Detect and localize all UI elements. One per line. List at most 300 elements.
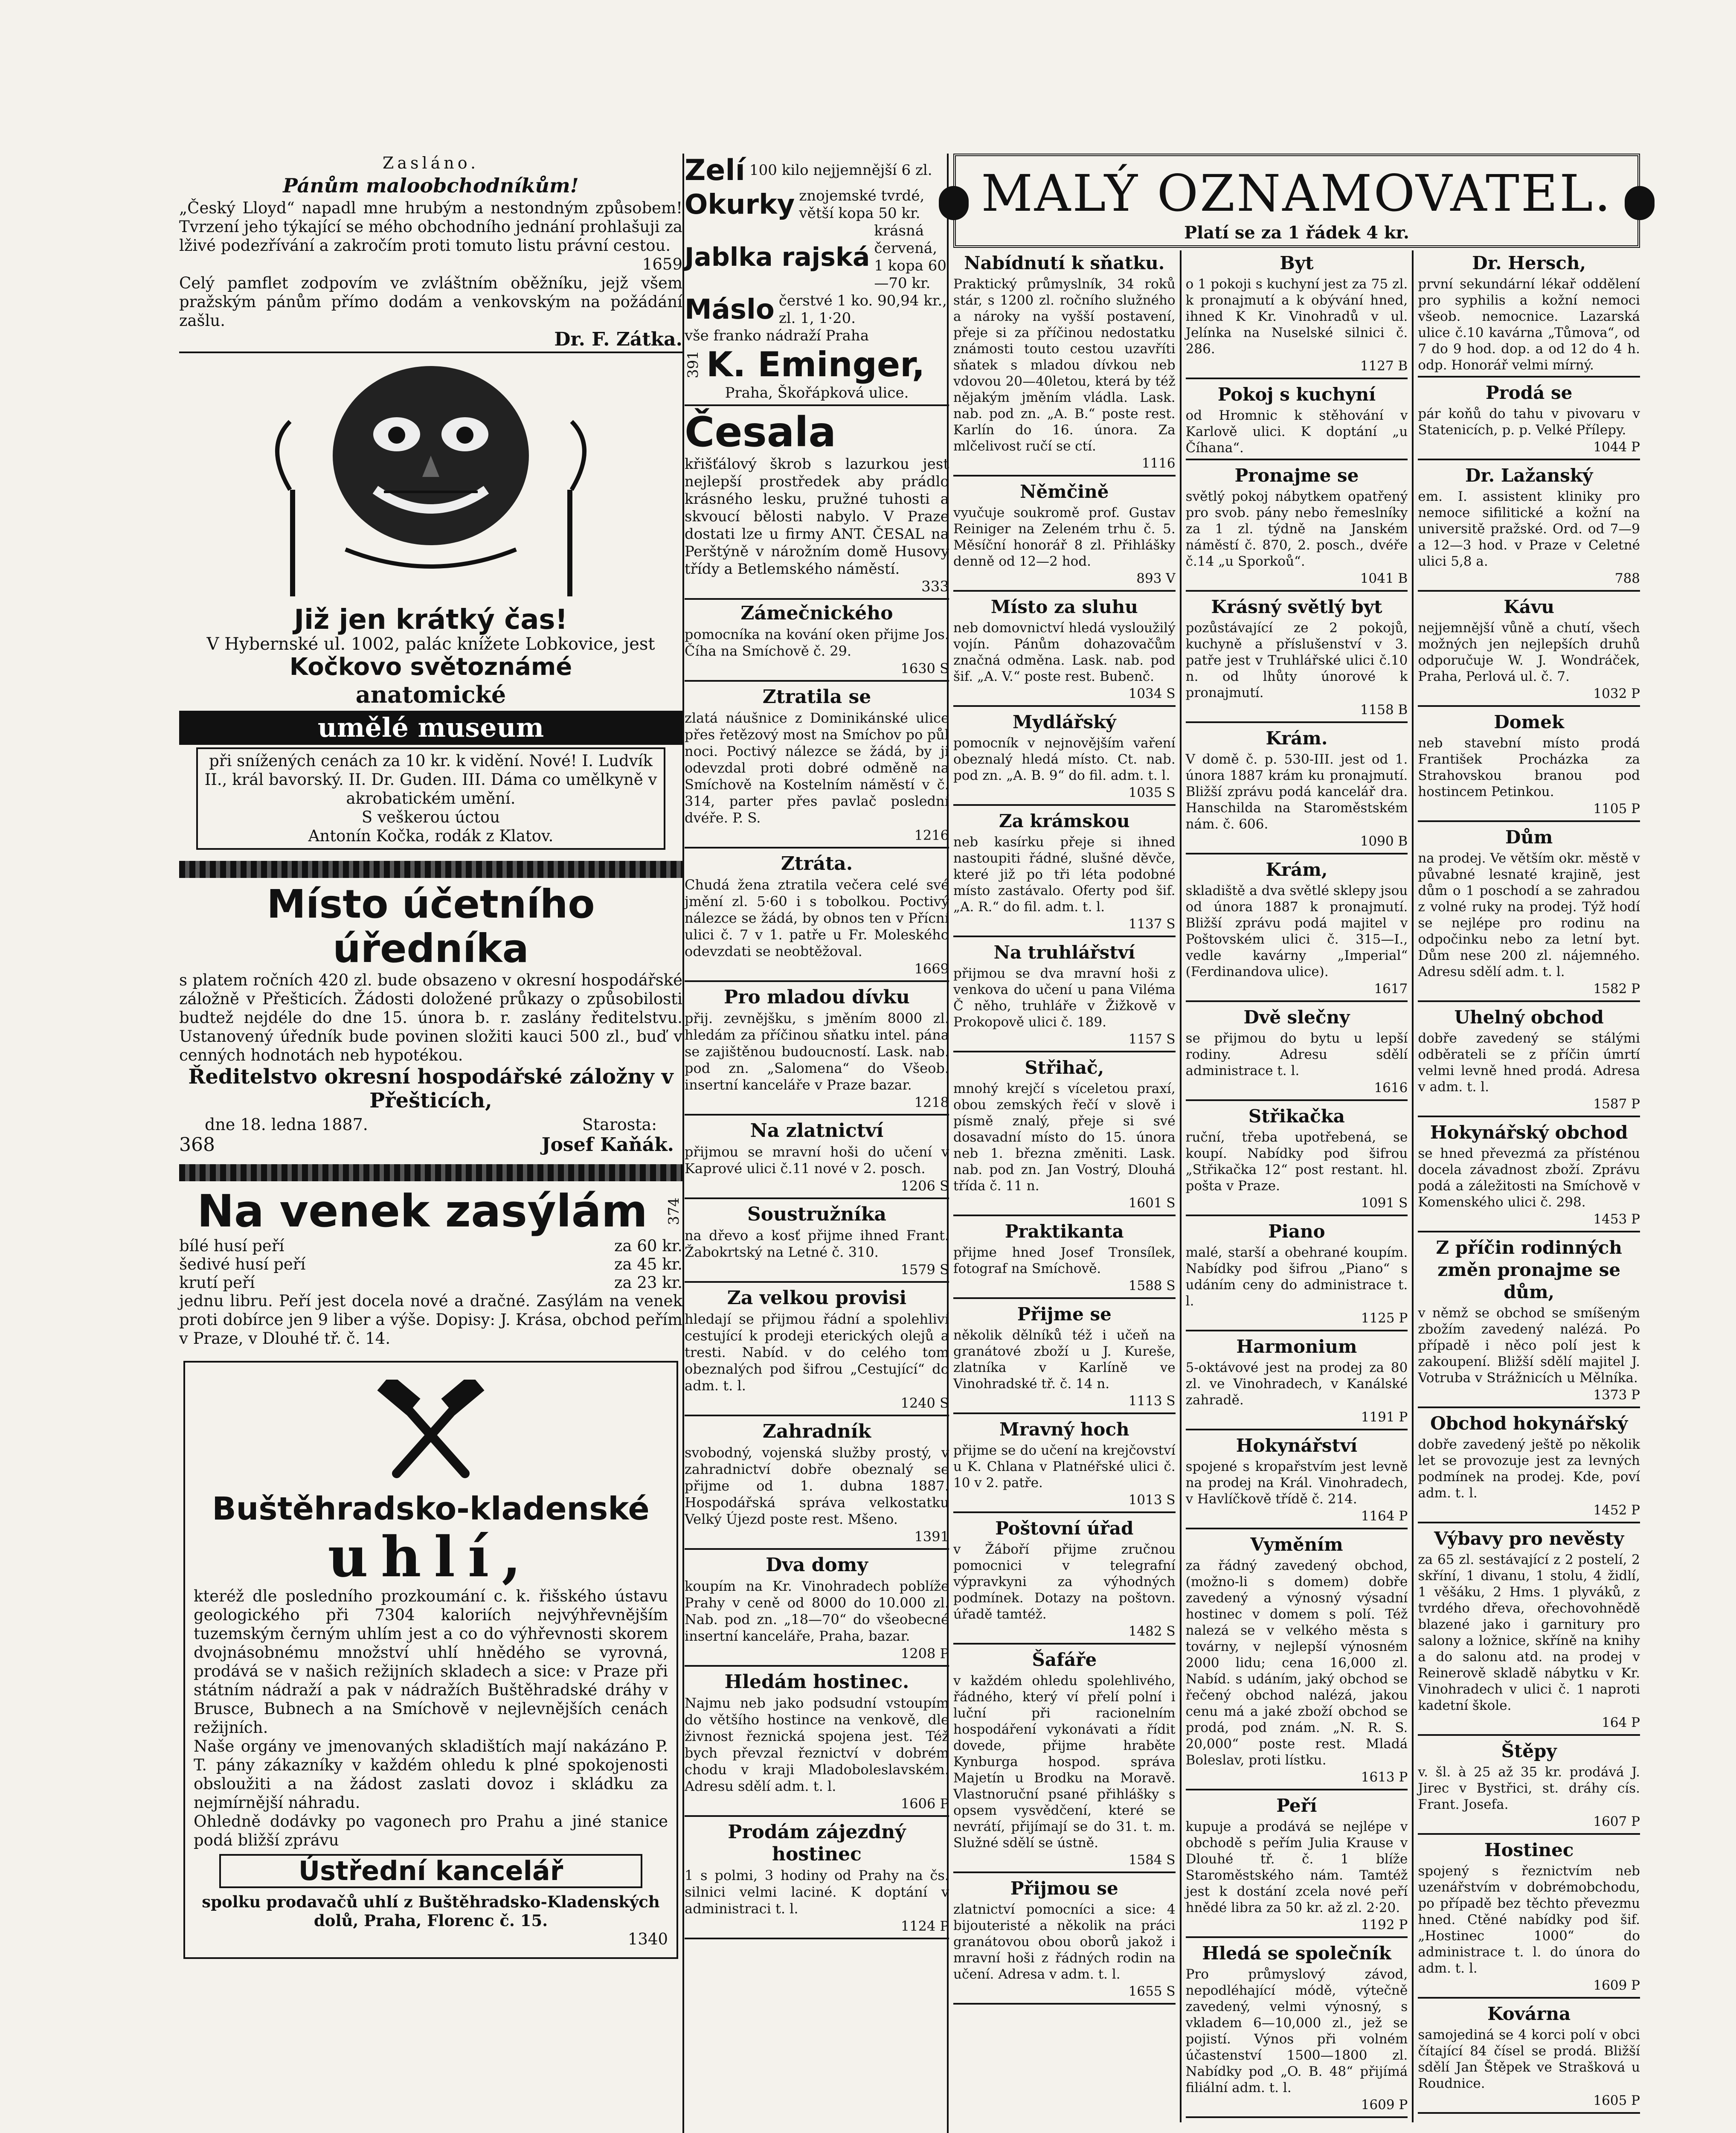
divider (1418, 590, 1640, 592)
classified-ad (1186, 859, 1408, 1002)
classified-ad (1418, 1237, 1640, 1408)
ad-text: přij. zevnějšku, s jměním 8000 zl. hledám za příčinou sňatku intel. pána se zajištěnou budoucností. Lask. nab. pod zn. „Salomena“ do Všeob. insertní kanceláře v Praze bazar. (685, 1010, 949, 1093)
ad-number: 1630 S (900, 660, 949, 677)
ad-title: Dr. Hersch, (1472, 253, 1586, 273)
ad-text: přijme hned Josef Tronsílek, fotograf na Smíchově. (953, 1245, 1176, 1276)
ad-number: 1584 S (1128, 1852, 1176, 1868)
letter-body-2: Celý pamflet zodpovím ve zvláštním oběžníku, jejž všem pražským pánům přímo dodám a venkovským na požádání zašlu. (179, 274, 682, 330)
divider (1418, 1000, 1640, 1002)
divider (685, 980, 949, 982)
ad-number: 1587 P (1593, 1096, 1640, 1112)
ad-number: 1588 S (1128, 1278, 1176, 1293)
divider (1186, 378, 1408, 379)
divider (953, 1297, 1176, 1299)
ad-number: 1158 B (1360, 702, 1408, 718)
ad-text: několik dělníků též i učeň na granátové zboží u J. Kureše, zlatníka v Karlíně ve Vinohradské tř. č. 14 n. (953, 1328, 1176, 1392)
cesala-word: Česala (685, 408, 836, 456)
ad-title: Dr. Lažanský (1465, 465, 1593, 486)
venek-title: Na venek zasýlám (197, 1185, 648, 1237)
zaslano-label: Zasláno. (382, 154, 479, 172)
ad-number: 1609 P (1361, 2097, 1408, 2113)
divider (685, 598, 949, 600)
ad-title: Na truhlářství (993, 942, 1135, 963)
classified-ad (685, 686, 949, 849)
divider (685, 1665, 949, 1667)
ad-title: Z příčin rodinných změn pronajme se dům, (1436, 1237, 1622, 1302)
divider (685, 1548, 949, 1550)
divider (953, 1511, 1176, 1513)
classified-ad (1418, 1528, 1640, 1736)
ad-title: Za velkou provisi (727, 1287, 907, 1309)
divider (953, 590, 1176, 592)
ad-title: Hledá se společník (1202, 1943, 1391, 1964)
ornament-band (179, 1164, 682, 1181)
ad-title: Peří (1276, 1795, 1317, 1816)
classified-ad (953, 1877, 1176, 2005)
classified-ad (1418, 596, 1640, 707)
ad-title: Střihač, (1025, 1057, 1104, 1078)
column-left (179, 154, 682, 1959)
classified-ad (685, 1421, 949, 1550)
ad-title: Šafáře (1032, 1649, 1097, 1670)
ad-number: 1606 P (900, 1796, 949, 1812)
misto-board: Ředitelstvo okresní hospodářské záložny v Přešticích, (188, 1065, 673, 1113)
ad-number: 1373 P (1593, 1387, 1640, 1403)
divider (1186, 459, 1408, 460)
ad-text: dobře zavedený se stálými odběrateli se z příčin úmrtí velmi levně hned prodá. Adresa v adm. t. l. (1418, 1031, 1640, 1095)
ad-title: Výbavy pro nevěsty (1434, 1528, 1624, 1549)
middle-classifieds (685, 602, 949, 1939)
ad-text: mnohý krejčí s víceletou praxí, obou zemských řečí v slově i písmě znalý, přeje si své dosavadní místo do 15. února neb 1. března změniti. Lask. nab. pod zn. Jan Vostrý, Dlouhá třída č. 11 n. (953, 1081, 1176, 1194)
ad-title: Soustružníka (747, 1203, 887, 1225)
classified-ad (1186, 465, 1408, 592)
ad-text: světlý pokoj nábytkem opatřený pro svob. pány nebo řemeslníky za 1 zl. týdně na Janském náměstí č. 870, 2. posch., dvéře č.14 „u Sporkoů“. (1185, 489, 1408, 569)
divider (1186, 853, 1408, 854)
divider (1186, 1215, 1408, 1216)
ad-text: ruční, třeba upotřebená, se koupí. Nabídky pod šifrou „Střikačka 12“ post restant. hl. pošta v Praze. (1185, 1130, 1408, 1194)
ad-title: Domek (1494, 712, 1565, 732)
divider (1418, 1407, 1640, 1408)
price-row (179, 1273, 682, 1292)
ad-number: 1164 P (1361, 1508, 1408, 1524)
ad-title: Hokynářství (1236, 1435, 1358, 1456)
classified-ad (685, 1287, 949, 1416)
ad-title: Ztráta. (781, 853, 853, 875)
divider (953, 936, 1176, 937)
classifieds-col-2 (1180, 250, 1412, 2122)
classified-ad (685, 1554, 949, 1667)
ad-number: 1582 P (1593, 981, 1640, 997)
classified-ad (1418, 1122, 1640, 1232)
letter-signature: Dr. F. Zátka. (554, 328, 682, 350)
classified-ad (1418, 1740, 1640, 1835)
ad-text: 1 s polmi, 3 hodiny od Prahy na čs. silnici velmi laciné. K doptání v administraci t. l. (685, 1867, 949, 1917)
ad-number: 1579 S (900, 1261, 949, 1278)
ad-number: 1127 B (1360, 358, 1408, 374)
divider (1418, 459, 1640, 460)
classifieds-title: MALÝ OZNAMOVATEL. (981, 164, 1612, 223)
classifieds-col-1 (949, 250, 1180, 2122)
ad-text: přijmou se mravní hoši do učení v Kaprové ulici č.11 nové v 2. posch. (685, 1144, 949, 1177)
coal-title: Buštěhradsko-kladenské (212, 1491, 650, 1527)
venek-number: 374 (665, 1197, 682, 1225)
ad-text: neb stavební místo prodá František Procházka za Strahovskou branou pod hostincem Petinkou. (1418, 735, 1640, 799)
divider (953, 1643, 1176, 1645)
ad-title: Pronajme se (1234, 465, 1359, 486)
masthead-ornament (1625, 186, 1655, 220)
divider (1186, 1330, 1408, 1331)
classified-ad (953, 596, 1176, 707)
ad-number: 1124 P (900, 1918, 949, 1934)
classified-ad (1418, 1006, 1640, 1117)
classified-ad (685, 1203, 949, 1283)
ad-text: neb domovnictví hledá vysloužilý vojín. Pánům dohazovačům značná odměna. Lask. nab. pod šif. „A. V.“ poste rest. Bubenč. (953, 620, 1176, 684)
classified-ad (953, 252, 1176, 477)
classified-ad (685, 986, 949, 1116)
ad-title: Dva domy (766, 1554, 868, 1576)
divider (953, 1215, 1176, 1216)
divider (685, 680, 949, 682)
museum-kockovo: Kočkovo světoznámé (289, 653, 572, 681)
misto-number: 368 (179, 1134, 215, 1156)
divider (685, 847, 949, 849)
ad-number: 1453 P (1593, 1212, 1640, 1227)
column-right (949, 154, 1644, 2122)
ad-number: 1609 P (1593, 1978, 1640, 1993)
zeli-word: Zelí (685, 154, 746, 187)
jablka-word: Jablka rajská (685, 242, 870, 272)
ad-title: Na zlatnictví (750, 1120, 884, 1142)
ad-number: 1206 S (900, 1178, 949, 1194)
price-item: bílé husí peří (179, 1237, 284, 1255)
ad-text: spojené s kropařstvím jest levně na prodej na Král. Vinohradech, v Havlíčkově třídě č. 214. (1185, 1459, 1408, 1507)
ad-number: 1032 P (1593, 686, 1640, 701)
classified-ad (953, 942, 1176, 1052)
ad-number: 1605 P (1593, 2093, 1640, 2108)
classified-ad (1186, 384, 1408, 460)
divider (1186, 590, 1408, 592)
ad-text: kupuje a prodává se nejlépe v obchodě s peřím Julia Krause v Dlouhé tř. č. 1 blíže Staroměstského nám. Tamtéž jest k dostání zcela nové peří hnědé libra za 50 kr. až zl. 2·20. (1185, 1819, 1408, 1915)
ad-title: Mravný hoch (999, 1419, 1129, 1440)
museum-address: V Hybernské ul. 1002, palác knížete Lobkovice, jest (206, 634, 655, 654)
central-office: Ústřední kancelář (219, 1854, 642, 1888)
divider (953, 1871, 1176, 1873)
ad-text: se hned převezmá za přísténou docela závadnost zboží. Zprávu podá a záležitosti na Smíchově v Komenského ulici č. 298. (1418, 1146, 1640, 1210)
ad-text: pomocníka na kování oken přijme Jos. Číha na Smíchově č. 29. (685, 626, 949, 659)
classified-ad (1186, 1105, 1408, 1216)
ad-text: em. I. assistent kliniky pro nemoce sifilitické a kožní na universitě pražské. Ord. od 7—9 a 12—3 hod. v Praze v Celetné ulici 5,8 a. (1418, 489, 1640, 569)
divider (1418, 705, 1640, 707)
ad-title: Uhelný obchod (1454, 1007, 1604, 1028)
maslo-text: čerstvé 1 ko. 90,94 kr., zl. 1, 1·20. (778, 292, 947, 327)
okurky-word: Okurky (685, 189, 795, 221)
ad-text: pomocník v nejnovějším vaření obeznalý hledá místo. Ct. nab. pod zn. „A. B. 9“ do fil. adm. t. l. (953, 735, 1176, 783)
classified-ad (1186, 252, 1408, 379)
classified-ad (1186, 596, 1408, 723)
ad-text: od Hromnic k stěhování v Karlově ulici. K doptání „u Číhana“. (1185, 408, 1408, 456)
classified-ad (953, 810, 1176, 937)
classified-ad (685, 853, 949, 982)
misto-date: dne 18. ledna 1887. (205, 1115, 368, 1134)
ad-text: dobře zavedený ještě po několik let se provozuje jest za levných podmínek na prodej. Kde, poví adm. t. l. (1418, 1437, 1640, 1501)
ad-text: první sekundární lékař oddělení pro syphilis a kožní nemoci všeob. nemocnice. Lazarská ulice č.10 kavárna „Tůmova“, od 7 do 9 hod. dop. a od 12 do 4 h. odp. Honorář velmi mírný. (1418, 276, 1640, 373)
ad-text: se přijmou do bytu u lepší rodiny. Adresu sdělí administrace t. l. (1185, 1031, 1408, 1078)
classified-ad (1418, 711, 1640, 822)
classifieds-masthead (953, 154, 1640, 248)
ad-number: 1035 S (1128, 785, 1176, 800)
coal-number: 1340 (627, 1930, 668, 1948)
classified-ad (953, 711, 1176, 806)
ad-text: o 1 pokoji s kuchyní jest za 75 zl. k pronajmutí a k obývání hned, ihned K Kr. Vinohradů v ul. Jelínka na Nuselské silnici č. 286. (1185, 276, 1408, 357)
divider (953, 475, 1176, 477)
ad-title: Nabídnutí k sňatku. (964, 253, 1165, 273)
classified-ad (685, 1671, 949, 1817)
classified-ad (953, 1517, 1176, 1645)
eminger-name: K. Eminger, (706, 345, 925, 384)
ad-text: skladiště a dva světlé sklepy jsou od února 1887 k pronajmutí. Bližší zprávu podá majitel v Poštovském ulici č. 315—I., vedle kavárny „Imperial“ (Ferdinandova ulice). (1185, 883, 1408, 979)
price-item: krutí peří (179, 1273, 255, 1292)
ad-title: Pokoj s kuchyní (1217, 384, 1376, 405)
price-item: šedivé husí peří (179, 1255, 306, 1273)
ornament-band (179, 861, 682, 878)
classified-ad (953, 481, 1176, 592)
maslo-word: Máslo (685, 294, 775, 325)
ad-number: 1105 P (1593, 801, 1640, 817)
classified-ad (953, 1649, 1176, 1873)
classified-ad (1186, 727, 1408, 854)
zeli-text: 100 kilo nejjemnější 6 zl. (749, 162, 932, 179)
ad-text: Praktický průmyslník, 34 roků stár, s 1200 zl. ročního služného a nároky na vyšší postavení, přeje si za příčinou nedostatku známosti touto cestou uzavříti sňatek s mladou dívkou neb vdovou 20—40letou, která by též nějakým jměním vládla. Lask. nab. pod zn. „A. B.“ poste rest. Karlín do 16. února. Za mlčelivost ručí se ctí. (953, 276, 1176, 454)
price-value: za 45 kr. (614, 1255, 682, 1273)
divider (953, 705, 1176, 707)
price-list (179, 1237, 682, 1292)
coal-word: uhlí, (328, 1524, 534, 1590)
divider (685, 404, 949, 406)
divider (953, 2003, 1176, 2005)
divider (953, 1412, 1176, 1414)
ad-title: Zámečnického (740, 602, 893, 624)
ad-number: 1616 (1374, 1080, 1408, 1096)
divider (953, 1051, 1176, 1052)
ad-number: 1208 P (900, 1645, 949, 1662)
coal-text-3: Ohledně dodávky po vagonech pro Prahu a jiné stanice podá bližší zprávu (194, 1812, 668, 1849)
divider (1186, 1789, 1408, 1790)
classified-ad (1186, 1435, 1408, 1529)
okurky-text: znojemské tvrdé, větší kopa 50 kr. (799, 187, 925, 222)
divider (1186, 1936, 1408, 1938)
price-row (179, 1237, 682, 1255)
divider (1186, 1528, 1408, 1529)
ad-text: nejjemnější vůně a chutí, všech možných jen nejlepších druhů odporučuje W. J. Wondráček, Praha, Perlová ul. č. 7. (1418, 620, 1640, 684)
ad-text: v. šl. à 25 až 35 kr. prodává J. Jirec v Bystřici, st. dráhy cís. Frant. Josefa. (1418, 1764, 1640, 1812)
ad-text: malé, starší a obehrané koupím. Nabídky pod šifrou „Piano“ s udáním ceny do administrace t. l. (1185, 1245, 1408, 1309)
ad-title: Místo za sluhu (990, 596, 1138, 617)
eminger-number: 391 (685, 351, 702, 378)
ad-title: Střikačka (1248, 1106, 1345, 1127)
ad-number: 1613 P (1361, 1770, 1408, 1785)
classified-ad (1418, 1412, 1640, 1523)
ad-text: pár koňů do tahu v pivovaru v Statenicích, p. p. Velké Přílepy. (1418, 406, 1640, 438)
ad-number: 1655 S (1128, 1984, 1176, 1999)
ad-title: Zahradník (762, 1421, 871, 1442)
ad-title: Kovárna (1487, 2003, 1571, 2024)
letter-number: 1659 (642, 255, 682, 273)
letter-body: „Český Lloyd“ napadl mne hrubým a nestondným způsobem! Tvrzení jeho týkající se mého obchodního jednání prohlašuji za lživé podezřívání a zakročím proti tomuto listu právní cestou. (179, 199, 682, 255)
divider (685, 1281, 949, 1283)
price-value: za 23 kr. (614, 1273, 682, 1292)
ad-title: Mydlářský (1012, 712, 1116, 732)
coal-text-2: Naše orgány ve jmenovaných skladištích mají nakázáno P. T. pány zákazníky v každém ohledu k plné spokojenosti obsloužiti a na žádost zaslati dovoz i skládku za nejmírnější náhradu. (194, 1737, 668, 1812)
classified-ad (953, 1057, 1176, 1216)
ad-title: Dvě slečny (1243, 1007, 1350, 1028)
ad-title: Přijme se (1017, 1304, 1112, 1325)
ad-title: Hledám hostinec. (724, 1671, 909, 1693)
ad-title: Byt (1280, 253, 1314, 273)
ad-text: v každém ohledu spolehlivého, řádného, který ví přelí polní i luční při racionelním hospodáření vykonávati a řídit dovede, přijme hraběte Kynburga hospod. správa Majetín u Brodku na Moravě. Vlastnoruční psané přihlášky s opsem vysvědčení, které se nevrátí, přijímají se do 31. t. m. Služné sdělí se ústně. (953, 1673, 1176, 1851)
ad-text: svobodný, vojenská služby prostý, v zahradnictví dobře obeznalý se přijme od 1. dubna 1887. Hospodářská správa velkostatku Velký Újezd poste rest. Mšeno. (685, 1444, 949, 1527)
ad-text: přijme se do učení na krejčovství u K. Chlana v Platnéřské ulici č. 10 v 2. patře. (953, 1443, 1176, 1491)
ad-title: Obchod hokynářský (1430, 1413, 1628, 1434)
classified-ad (685, 1821, 949, 1939)
ad-text: Pro průmyslový závod, nepodléhající módě, výtečně zavedený, velmi výnosný, s vkladem 6—10,000 zl., jež se pojistí. Výnos při volném účastenství 1500—1800 zl. Nabídky pod „O. B. 48“ přijímá filiální adm. t. l. (1185, 1967, 1408, 2095)
divider (1418, 1116, 1640, 1117)
ad-text: spojený s řeznictvím neb uzenářstvím v dobrémobchodu, po případě bez těchto převezmu hned. Ctěné nabídky pod šif. „Hostinec 1000“ do administrace t. l. do února do adm. t. l. (1418, 1863, 1640, 1976)
museum-headline: Již jen krátký čas! (294, 604, 568, 636)
column-rule (682, 154, 684, 2133)
ad-number: 1013 S (1128, 1492, 1176, 1508)
price-row (179, 1255, 682, 1273)
eminger-address: Praha, Škořápková ulice. (725, 384, 909, 401)
ad-number: 1607 P (1593, 1814, 1640, 1829)
divider (1186, 1429, 1408, 1430)
masthead-ornament (939, 186, 969, 220)
ad-number: 1113 S (1128, 1393, 1176, 1409)
classified-ad (1418, 2003, 1640, 2114)
misto-text: s platem ročních 420 zl. bude obsazeno v okresní hospodářské záložně v Přešticích. Žádosti doložené průkazy o způsobilosti budtež nejdéle do dne 15. února b. r. zaslány ředitelstvu. Ustanovený úředník bude povinen složiti kauci 500 zl., buď v cenných hodnotách neb hypotékou. (179, 971, 682, 1064)
ad-number: 1044 P (1593, 439, 1640, 455)
ad-text: Najmu neb jako podsudní vstoupím do většího hostince na venkově, dle živnost řeznická spojena jest. Též bych převzal řeznictví v dobrém chodu v kraji Mladoboleslavském. Adresu sdělí adm. t. l. (685, 1695, 949, 1794)
ad-number: 1452 P (1593, 1502, 1640, 1518)
classified-ad (1186, 1795, 1408, 1938)
ad-text: pozůstávající ze 2 pokojů, kuchyně a příslušenství v 3. patře jest v Truhlářské ulici č.10 n. od lhůty únorové k pronajmutí. (1185, 620, 1408, 700)
ad-text: koupím na Kr. Vinohradech poblíže Prahy v ceně od 8000 do 10.000 zl. Nab. pod zn. „18—70“ do všeobecné insertní kanceláře, Praha, bazar. (685, 1578, 949, 1644)
ad-title: Krám, (1266, 859, 1328, 880)
ad-text: samojediná se 4 korci polí v obci čítající 84 čísel se prodá. Bližší sdělí Jan Štěpek ve Strašková u Roudnice. (1418, 2027, 1640, 2091)
ad-number: 1116 (1141, 456, 1176, 471)
crossed-hammers-icon (375, 1380, 486, 1482)
classified-ad (685, 1120, 949, 1199)
ad-title: Piano (1268, 1221, 1325, 1242)
coal-text: kteréž dle posledního prozkoumání c. k. řišského ústavu geologického při 7304 kaloriích nejvýhřevnějším tuzemským černým uhlím jest a co do výhřevnosti skorem dvojnásobnému množství uhlí hnědého se vyrovná, prodává se v našich režijních skladech a sice: v Praze při státním nádraží a pak v nádražích Buštěhradské dráhy v Brusce, Bubnech a na Smíchově v nejlevnějších cenách režijních. (194, 1587, 668, 1737)
ad-number: 893 V (1136, 571, 1176, 586)
ad-number: 1191 P (1361, 1409, 1408, 1425)
ad-text: za řádný zavedený obchod, (možno-li s domem) dobře zavedený a výnosný výsadní hostinec v domem s polí. Též nalezá se v velkého města s továrny, v nejlepší výnosném 2000 lidu; cena 16,000 zl. Nabíd. s udáním, jaký obchod se řečený obchod nalézá, jakou cenu má a jaké zboží obchod se prodá, pod znám. „N. R. S. 20,000“ poste rest. Mladá Boleslav, proti lístku. (1185, 1558, 1408, 1768)
classified-ad (1418, 252, 1640, 378)
ad-title: Přijmou se (1010, 1878, 1118, 1899)
central-office-text: spolku prodavačů uhlí z Buštěhradsko-Kladenských dolů, Praha, Florenc č. 15. (202, 1892, 660, 1930)
ad-number: 1216 (914, 827, 949, 843)
ad-text: na prodej. Ve větším okr. městě v půvabné lesnaté krajině, jest dům o 1 poschodí a se zahradou z volné ruky na prodej. Týž hodí se nejlépe pro rodinu na odpočinku nebo za letní byt. Dům nese 200 zl. nájemného. Adresu sdělí adm. t. l. (1418, 851, 1640, 979)
ad-title: Za krámskou (999, 811, 1130, 831)
ad-title: Vyměním (1250, 1534, 1343, 1555)
classifieds-rate: Platí se za 1 řádek 4 kr. (1184, 223, 1409, 243)
ad-number: 1125 P (1361, 1311, 1408, 1326)
classified-ad (1418, 1839, 1640, 1999)
cesala-text: křišťálový škrob s lazurkou jest nejlepší prostředek aby prádlo krásného lesku, pružné tuhosti a skvoucí bělosti nabylo. V Praze dostati lze u firmy ANT. ČESAL na Perštýně v nárožním domě Husovy třídy a Betlemského náměstí. (685, 456, 949, 578)
ad-text: v Žáboří přijme zručnou pomocnici v telegrafní výpravkyni za výhodných podmínek. Dotazy na poštovn. úřadě tamtéž. (953, 1542, 1176, 1622)
museum-anatomic: anatomické (355, 681, 506, 708)
divider (685, 1415, 949, 1416)
divider (685, 1938, 949, 1939)
divider (1186, 1000, 1408, 1002)
ad-number: 1601 S (1128, 1195, 1176, 1211)
classified-ad (953, 1221, 1176, 1299)
misto-starosta: Starosta: (582, 1115, 657, 1134)
ad-number: 1482 S (1128, 1624, 1176, 1639)
ad-text: hledají se přijmou řádní a spolehliví cestující k prodeji eterických olejů a tresti. Nabíd. v do celého tom obeznalých pod šifrou „Cestující“ do adm. t. l. (685, 1311, 949, 1394)
museum-text: při snížených cenách za 10 kr. k vidění. Nové! I. Ludvík II., král bavorský. II. Dr. Guden. III. Dáma co umělkyně v akrobatickém umění. (204, 752, 657, 808)
divider (1418, 376, 1640, 378)
ad-number: 1034 S (1128, 686, 1176, 701)
skull-mask-illustration (239, 362, 623, 601)
ad-text: za 65 zl. sestávající z 2 postelí, 2 skříní, 1 divanu, 1 stolu, 4 židlí, 1 věšáku, 2 Hms. 1 plyváků, z tvrdého dřeva, ořechovohnědě blazené jako i garnitury pro salony a ložnice, skříně na knihy a do salonu atd. na prodej v Reinerově skladě nábytku v Kr. Vinohradech v ulici č. 1 naproti kadetní škole. (1418, 1552, 1640, 1713)
ad-text: zlatnictví pomocníci a sice: 4 bijouteristé a několik na práci granátovou obou oborů jakož i mravní hoši z řádných rodin na učení. Adresa v adm. t. l. (953, 1902, 1176, 1982)
ad-text: vyučuje soukromě prof. Gustav Reiniger na Zeleném trhu č. 5. Měsíční honorář 8 zl. Přihlášky denně od 12—2 hod. (953, 505, 1176, 569)
classified-ad (685, 602, 949, 682)
ad-number: 1391 (914, 1529, 949, 1545)
divider (1186, 2116, 1408, 2118)
ad-text: zlatá náušnice z Dominikánské ulice přes řetězový most na Smíchov po půl noci. Poctivý nálezce se žádá, by ji odevzdal proti dobré odměně na Smíchově na Kostelním náměstí v č. 314, parter přes pavlač poslední dvéře. P. S. (685, 710, 949, 826)
divider (1418, 820, 1640, 822)
jablka-text: krásná červená, 1 kopa 60—70 kr. (874, 222, 946, 292)
ad-text: v němž se obchod se smíšeným zbožím zavedený nalézá. Po případě i něco polí jest k zakoupení. Bližší sdělí majitel J. Votruba v Strážnicích u Mělníka. (1418, 1305, 1640, 1386)
classified-ad (1186, 1221, 1408, 1331)
ad-text: na dřevo a kosť přijme ihned Frant. Žabokrtský na Letné č. 310. (685, 1227, 949, 1260)
divider (179, 352, 682, 353)
ad-number: 1240 S (900, 1395, 949, 1411)
divider (953, 804, 1176, 806)
ad-title: Prodám zájezdný hostinec (728, 1821, 906, 1865)
classified-ad (1186, 1534, 1408, 1790)
ad-title: Ztratila se (762, 686, 871, 708)
ad-number: 1157 S (1128, 1032, 1176, 1047)
ad-title: Poštovní úřad (995, 1518, 1134, 1539)
venek-text: jednu libru. Peří jest docela nové a dračné. Zasýlám na venek proti dobírce jen 9 liber a výše. Dopisy: J. Krása, obchod peřím v Praze, v Dlouhé tř. č. 14. (179, 1292, 682, 1348)
franko-text: vše franko nádraží Praha (685, 327, 869, 344)
classified-ad (1186, 1336, 1408, 1430)
ad-title: Němčině (1020, 481, 1109, 502)
ad-title: Krám. (1266, 728, 1328, 749)
price-value: za 60 kr. (614, 1237, 682, 1255)
misto-starosta-name: Josef Kaňák. (541, 1134, 674, 1156)
ad-title: Pro mladou dívku (724, 986, 910, 1008)
ad-title: Prodá se (1486, 382, 1573, 403)
misto-title: Místo účetního úředníka (267, 881, 595, 971)
ad-text: neb kasírku přeje si ihned nastoupiti řádné, slušné děvče, které již po tři léta podobné místo zastávalo. Oferty pod šif. „A. R.“ do fil. adm. t. l. (953, 834, 1176, 915)
ad-number: 164 P (1602, 1715, 1640, 1730)
divider (1186, 721, 1408, 723)
ad-text: přijmou se dva mravní hoši z venkova do učení u pana Viléma Č něho, truhláře v Žižkově v Prokopově ulici č. 189. (953, 966, 1176, 1030)
column-middle (685, 154, 949, 1944)
ad-text: 5-oktávové jest na prodej za 80 zl. ve Vinohradech, v Kanálské zahradě. (1185, 1360, 1408, 1408)
divider (1418, 1833, 1640, 1835)
classified-ad (1186, 1942, 1408, 2118)
classifieds-grid (949, 250, 1644, 2122)
classified-ad (1418, 465, 1640, 592)
letter-greeting: Pánům maloobchodníkům! (283, 174, 579, 197)
divider (685, 1114, 949, 1116)
classified-ad (953, 1303, 1176, 1414)
